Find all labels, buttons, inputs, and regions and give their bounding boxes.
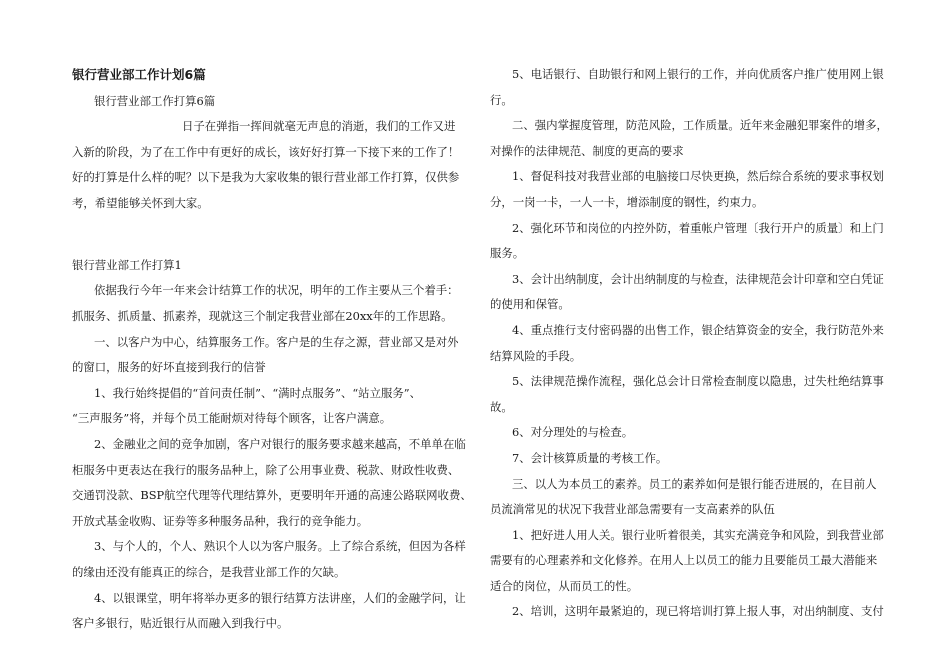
paragraph-line: 4、重点推行支付密码器的出售工作，银企结算资金的安全，我行防范外来 <box>512 322 884 337</box>
paragraph-line: 的缘由还没有能真正的综合，是我营业部工作的欠缺。 <box>72 564 346 579</box>
intro-line: 好的打算是什么样的呢？以下是我为大家收集的银行营业部工作打算，仅供参 <box>72 170 460 185</box>
paragraph-line: 故。 <box>490 399 513 414</box>
paragraph-line: 5、法律规范操作流程，强化总会计日常检查制度以隐患，过失杜绝结算事 <box>512 374 884 389</box>
intro-line: 考，希望能够关怀到大家。 <box>72 195 209 210</box>
paragraph-line: 1、督促科技对我营业部的电脑接口尽快更换，然后综合系统的要求事权划 <box>512 169 884 184</box>
paragraph-line: 客户多银行，贴近银行从而融入到我行中。 <box>72 616 289 631</box>
paragraph <box>72 586 476 637</box>
paragraph <box>490 62 882 113</box>
paragraph <box>72 534 476 585</box>
paragraph-line: 员流淌常见的状况下我营业部急需要有一支高素养的队伍 <box>490 502 775 517</box>
document-subtitle: 银行营业部工作打算6篇 <box>94 94 216 108</box>
paragraph <box>490 523 882 600</box>
paragraph <box>490 267 882 318</box>
document-title: 银行营业部工作计划6篇 <box>72 67 206 82</box>
intro-line: 入新的阶段，为了在工作中有更好的成长，该好好打算一下接下来的工作了！ <box>72 144 460 159</box>
paragraph-line: 依据我行今年一年来会计结算工作的状况，明年的工作主要从三个着手： <box>94 283 459 298</box>
paragraph-line: “三声服务”将，并每个员工能耐烦对待每个顾客，让客户满意。 <box>72 411 392 426</box>
paragraph <box>72 330 476 381</box>
paragraph-line: 7、会计核算质量的考核工作。 <box>512 450 668 465</box>
paragraph-line: 3、与个人的，个人、熟识个人以为客户服务。上了综合系统，但因为各样 <box>94 539 466 554</box>
paragraph <box>72 432 476 534</box>
paragraph-line: 1、把好进人用人关。银行业听着很美，其实充满竞争和风险，到我营业部 <box>512 527 884 542</box>
paragraph-line: 分，一岗一卡，一人一卡，增添制度的钢性，约束力。 <box>490 194 764 209</box>
paragraph-line: 2、培训，这明年最紧迫的，现已将培训打算上报人事，对出纳制度、支付 <box>512 604 884 619</box>
paragraph <box>490 472 882 523</box>
paragraph-line: 1、我行始终提倡的“首问责任制”、“满时点服务”、“站立服务”、 <box>94 385 421 400</box>
paragraph-line: 柜服务中更表达在我行的服务品种上，除了公用事业费、税款、财政性收费、 <box>72 462 460 477</box>
section-heading: 银行营业部工作打算1 <box>72 258 182 273</box>
paragraph-line: 适合的岗位，从而员工的性。 <box>490 578 639 593</box>
paragraph-line: 的使用和保管。 <box>490 297 570 312</box>
intro-line: 日子在弹指一挥间就毫无声息的消逝，我们的工作又进 <box>182 119 456 133</box>
paragraph-line: 一、以客户为中心，结算服务工作。客户是的生存之源，营业部又是对外 <box>94 334 459 349</box>
paragraph <box>490 216 882 267</box>
paragraph <box>490 420 882 446</box>
paragraph-line: 6、对分理处的与检查。 <box>512 425 634 440</box>
paragraph-line: 抓服务、抓质量、抓素养，现就这三个制定我营业部在20xx年的工作思路。 <box>72 308 453 323</box>
paragraph-line: 2、强化环节和岗位的内控外防，着重帐户管理〔我行开户的质量〕和上门 <box>512 220 884 235</box>
paragraph-line: 行。 <box>490 92 513 107</box>
paragraph <box>490 164 882 215</box>
paragraph-line: 三、以人为本员工的素养。员工的素养如何是银行能否进展的，在目前人 <box>512 476 877 491</box>
paragraph-line: 交通罚没款、BSP航空代理等代理结算外，更要明年开通的高速公路联网收费、 <box>72 488 472 503</box>
paragraph-line: 开放式基金收购、证券等多种服务品种，我行的竞争能力。 <box>72 513 369 528</box>
paragraph-line: 需要有的心理素养和文化修养。在用人上以员工的能力且要能员工最大潜能来 <box>490 553 878 568</box>
paragraph <box>72 278 476 329</box>
left-column <box>72 62 476 637</box>
right-column <box>490 62 888 625</box>
paragraph-line: 二、强内掌握度管理，防范风险，工作质量。近年来金融犯罪案件的增多， <box>512 118 888 133</box>
paragraph <box>490 369 882 420</box>
paragraph-line: 对操作的法律规范、制度的更高的要求 <box>490 143 684 158</box>
paragraph-line: 服务。 <box>490 246 525 261</box>
paragraph <box>490 113 888 164</box>
intro-paragraph <box>72 114 476 216</box>
paragraph-line: 4、以银课堂，明年将举办更多的银行结算方法讲座，人们的金融学问，让 <box>94 590 466 605</box>
paragraph <box>490 318 882 369</box>
paragraph-line: 2、金融业之间的竞争加剧，客户对银行的服务要求越来越高，不单单在临 <box>94 436 466 451</box>
paragraph-line: 的窗口，服务的好坏直接到我行的信誉 <box>72 360 266 375</box>
paragraph-line: 3、会计出纳制度，会计出纳制度的与检查，法律规范会计印章和空白凭证 <box>512 271 884 286</box>
paragraph-line: 结算风险的手段。 <box>490 348 582 363</box>
paragraph <box>490 599 882 625</box>
paragraph <box>490 446 882 472</box>
paragraph-line: 5、电话银行、自助银行和网上银行的工作，并向优质客户推广使用网上银 <box>512 67 884 81</box>
paragraph <box>72 381 476 432</box>
